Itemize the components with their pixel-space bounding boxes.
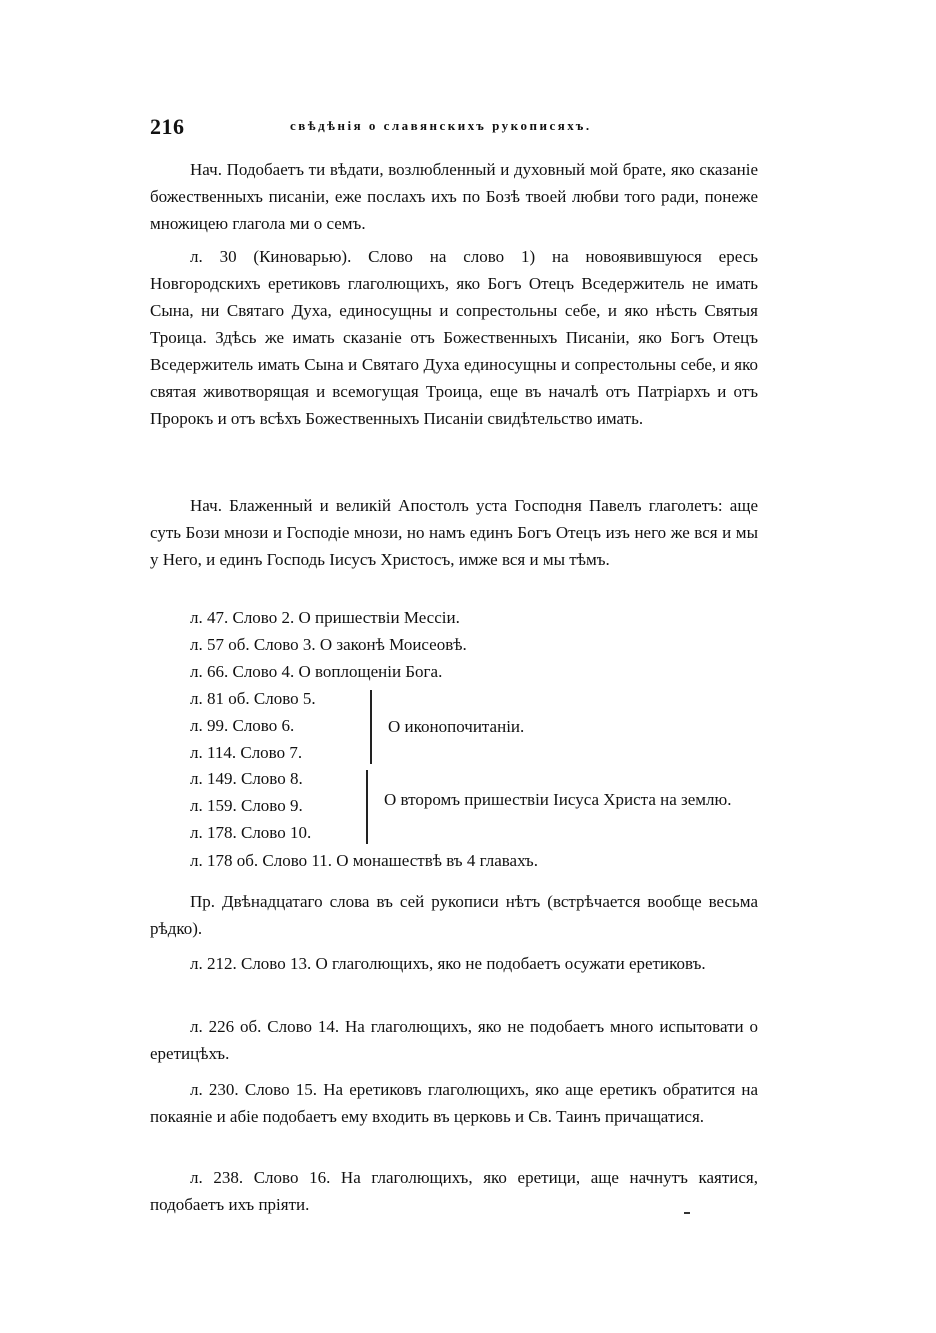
page-number: 216 (150, 114, 185, 139)
list-item: л. 159. Слово 9. (190, 796, 303, 815)
running-title: свѣдѣнія о славянскихъ рукописяхъ. (290, 118, 592, 133)
paragraph-folio-238: л. 238. Слово 16. На глаголющихъ, яко еретици, аще начнутъ каятися, подобаетъ ихъ пріяти. (150, 1168, 758, 1214)
brace-note-1: О иконопочитаніи. (388, 717, 525, 736)
list-item: л. 81 об. Слово 5. (190, 689, 316, 708)
list-item: л. 149. Слово 8. (190, 769, 303, 788)
list-item: л. 114. Слово 7. (190, 743, 303, 762)
list-item: л. 99. Слово 6. (190, 716, 295, 735)
paragraph-incipit-1: Нач. Подобаетъ ти вѣдати, возлюбленный и духовный мой брате, яко сказаніе божественныхъ писаніи, еже послахъ ихъ по Бозѣ твоей любви того ради, понеже множицею глагола ми о семъ. (150, 160, 758, 233)
list-item: л. 66. Слово 4. О воплощеніи Бога. (190, 662, 443, 681)
paragraph-folio-30: л. 30 (Киноварью). Слово на слово 1) на новоявившуюся ересь Новгородскихъ еретиковъ глаголющихъ, яко Богъ Отецъ Вседержитель не имать Сына, ни Святаго Духа, единосущны и сопрестольны себе, и яко нѣсть Святыя Троица. Здѣсь же имать сказаніе отъ Божественныхъ Писаніи, яко Богъ Отецъ Вседержитель имать Сына и Святаго Духа единосущны и сопрестольны себе, и яко святая животворящая и всемогущая Троица, еще въ началѣ отъ Патріархъ и отъ Пророкъ и отъ всѣхъ Божественныхъ Писаніи свидѣтельство имать. (150, 247, 758, 428)
paragraph-incipit-2: Нач. Блаженный и великій Апостолъ уста Господня Павелъ глаголетъ: аще суть Бози мнози и Господіе мнози, но намъ единъ Богъ Отецъ изъ него же вся и мы у Него, и единъ Господь Іисусъ Христосъ, имже вся и мы тѣмъ. (150, 496, 758, 569)
paragraph-folio-226: л. 226 об. Слово 14. На глаголющихъ, яко не подобаетъ много испытовати о еретицѣхъ. (150, 1017, 758, 1063)
list-item: л. 178. Слово 10. (190, 823, 312, 842)
paragraph-folio-212: л. 212. Слово 13. О глаголющихъ, яко не подобаетъ осужати еретиковъ. (190, 954, 706, 973)
printer-mark (684, 1212, 690, 1214)
brace-group-2 (366, 770, 376, 844)
paragraph-note: Пр. Двѣнадцатаго слова въ сей рукописи нѣтъ (встрѣчается вообще весьма рѣдко). (150, 892, 758, 938)
list-item: л. 57 об. Слово 3. О законѣ Моисеовѣ. (190, 635, 467, 654)
brace-group-1 (370, 690, 380, 764)
list-item: л. 178 об. Слово 11. О монашествѣ въ 4 главахъ. (190, 851, 538, 870)
list-item: л. 47. Слово 2. О пришествіи Мессіи. (190, 608, 460, 627)
brace-note-2: О второмъ пришествіи Іисуса Христа на землю. (384, 790, 732, 809)
paragraph-folio-230: л. 230. Слово 15. На еретиковъ глаголющихъ, яко аще еретикъ обратится на покаяніе и абіе подобаетъ ему входить въ церковь и Св. Таинъ причащатися. (150, 1080, 758, 1126)
